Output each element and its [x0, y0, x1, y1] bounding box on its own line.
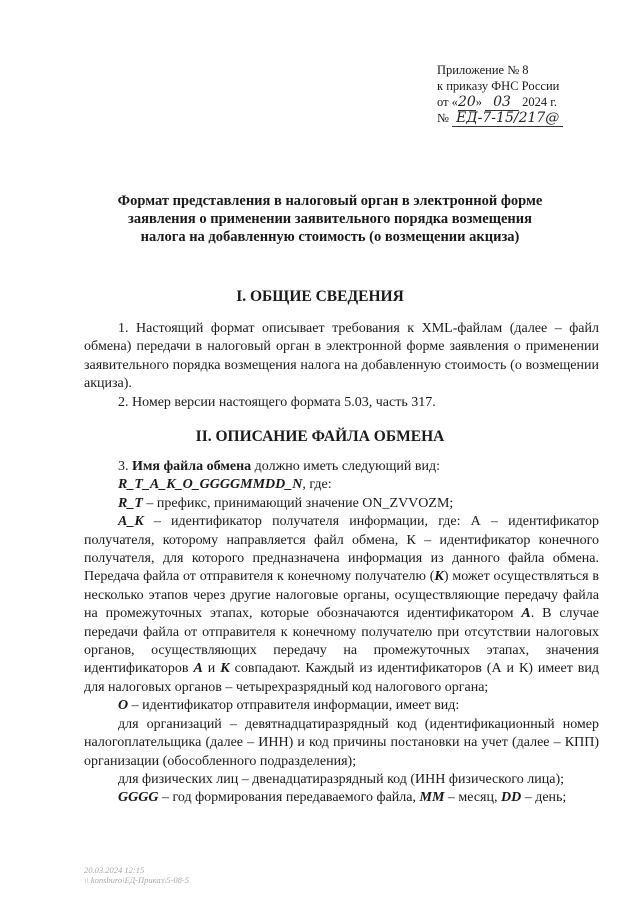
paragraph-1: 1. Настоящий формат описывает требования к XML-файлам (далее – файл обмена) передачи в налоговый орган в электронной форме заявления о применении заявительного порядка возмещения налога на добавленную стоимость (о возмещении акциза).: [84, 321, 599, 392]
appendix-date: от «20» 03 2024 г.: [437, 94, 558, 110]
paragraph-7: O – идентификатор отправителя информации, имеет вид:: [118, 698, 460, 714]
paragraph-3: 3. Имя файла обмена должно иметь следующий вид:: [118, 459, 441, 474]
appendix-line-2: к приказу ФНС России: [437, 79, 560, 93]
appendix-block: [437, 62, 627, 126]
section-file-body: [84, 458, 599, 808]
section-heading-general: I. ОБЩИЕ СВЕДЕНИЯ: [236, 288, 404, 305]
section-general-body: [84, 320, 599, 412]
print-stamp: 20.03.2024 12:15 \\ konsburo\ЕД-Приказ\5-08-5: [84, 865, 189, 885]
paragraph-2: 2. Номер версии настоящего формата 5.03, часть 317.: [118, 394, 436, 410]
paragraph-8: для организаций – девятнадцатиразрядный код (идентификационный номер налогоплательщика (далее – ИНН) и код причины постановки на учет (далее – КПП) организации (обособленного подразделения);: [84, 716, 599, 769]
paragraph-10: GGGG – год формирования передаваемого файла, MM – месяц, DD – день;: [118, 790, 567, 806]
document-title: Формат представления в налоговый орган в электронной форме заявления о применении заявительного порядка возмещения налога на добавленную стоимость (о возмещении акциза): [117, 193, 543, 245]
paragraph-4: R_T_A_K_O_GGGGMMDD_N, где:: [118, 477, 332, 493]
handwritten-month: 03: [485, 94, 519, 111]
appendix-number: № ЕД-7-15/217@: [437, 110, 627, 126]
section-heading-file: II. ОПИСАНИЕ ФАЙЛА ОБМЕНА: [195, 428, 445, 445]
paragraph-5: R_T – префикс, принимающий значение ON_ZVVOZM;: [118, 495, 454, 511]
handwritten-day: 20: [457, 94, 476, 110]
appendix-line-1: Приложение № 8: [437, 63, 529, 77]
handwritten-number: ЕД-7-15/217@: [452, 110, 563, 127]
paragraph-6: A_K – идентификатор получателя информации, где: А – идентификатор получателя, которому направляется файл обмена, К – идентификатор конечного получателя, для которого предназначена информация из данного файла обмена. Передача файла от отправителя к конечному получателю (К) может осуществляться в несколько этапов через другие налоговые органы, осуществляющие передачу файла на промежуточных этапах, которые обозначаются идентификатором А. В случае передачи файла от отправителя к конечному получателю при отсутствии налоговых органов, осуществляющих передачу на промежуточных этапах, значения идентификаторов А и К совпадают. Каждый из идентификаторов (А и К) имеет вид для налоговых органов – четырехразрядный код налогового органа;: [84, 514, 600, 695]
paragraph-9: для физических лиц – двенадцатиразрядный код (ИНН физического лица);: [118, 771, 564, 787]
